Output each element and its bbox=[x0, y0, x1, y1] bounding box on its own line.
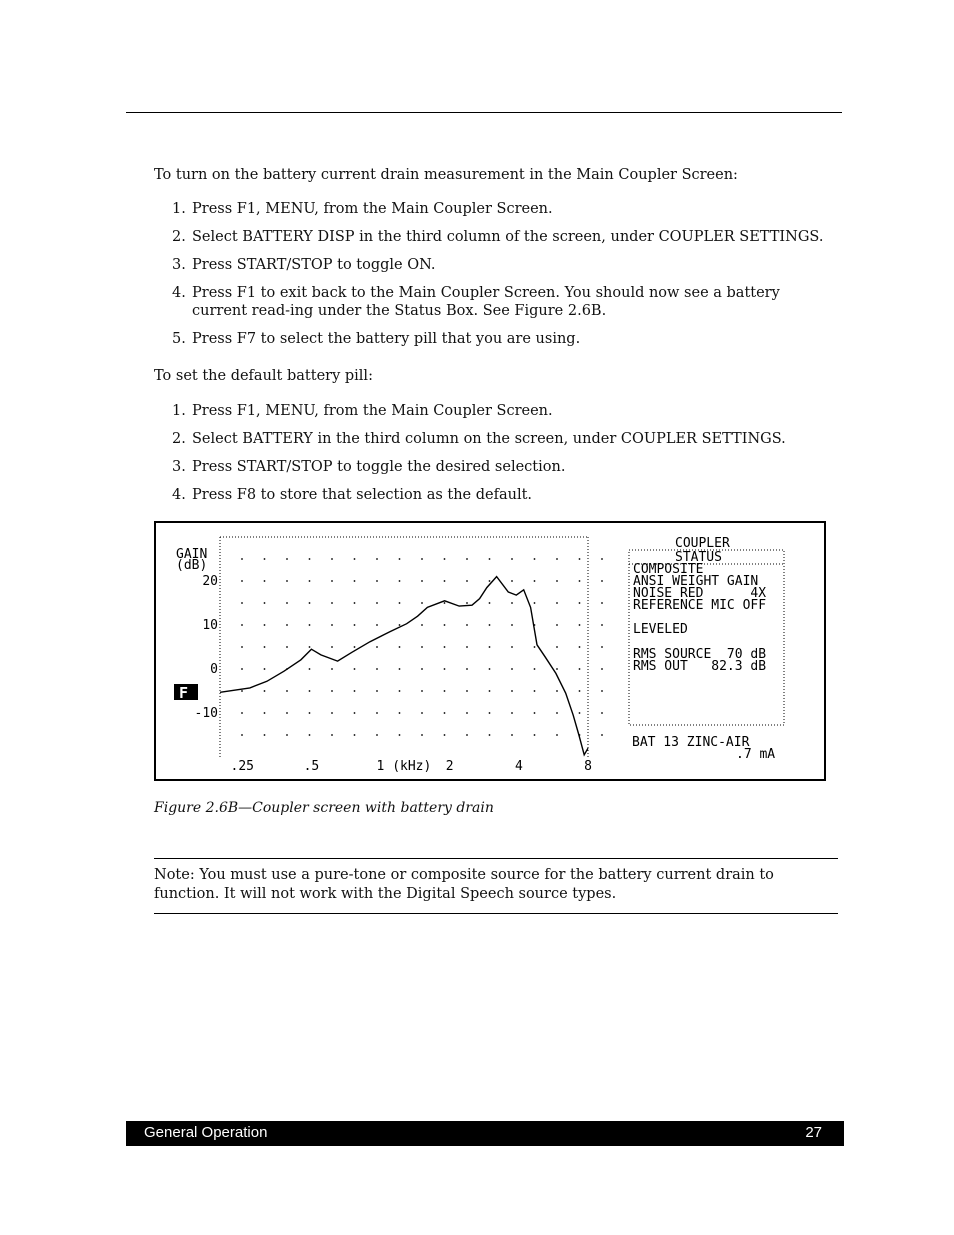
default-pill-step bbox=[154, 430, 834, 448]
grid-dot bbox=[601, 712, 603, 714]
grid-dot bbox=[241, 602, 243, 604]
gain-curve bbox=[220, 577, 588, 755]
grid-dot bbox=[466, 712, 468, 714]
grid-dot bbox=[489, 624, 491, 626]
grid-dot bbox=[354, 602, 356, 604]
grid-dot bbox=[444, 668, 446, 670]
grid-dot bbox=[376, 558, 378, 560]
grid-dot bbox=[331, 602, 333, 604]
footer-page-number: 27 bbox=[805, 1124, 822, 1141]
grid-dot bbox=[534, 602, 536, 604]
grid-dot bbox=[331, 558, 333, 560]
grid-dot bbox=[376, 580, 378, 582]
grid-dot bbox=[489, 580, 491, 582]
grid-dot bbox=[241, 646, 243, 648]
step-text: Press START/STOP to toggle the desired selection. bbox=[192, 459, 566, 475]
grid-dot bbox=[241, 734, 243, 736]
grid-dot bbox=[444, 580, 446, 582]
grid-dot bbox=[601, 558, 603, 560]
grid-dot bbox=[286, 624, 288, 626]
page-footer bbox=[126, 1121, 844, 1146]
grid-dot bbox=[399, 602, 401, 604]
step-number: 5. bbox=[172, 331, 186, 347]
grid-dot bbox=[399, 558, 401, 560]
grid-dot bbox=[556, 712, 558, 714]
grid-dot bbox=[579, 580, 581, 582]
status-lines bbox=[633, 562, 766, 674]
x-tick-label: .25 bbox=[230, 759, 255, 774]
grid-dot bbox=[399, 580, 401, 582]
step-text: Select BATTERY in the third column on the screen, under COUPLER SETTINGS. bbox=[192, 431, 786, 447]
status-line: LEVELED bbox=[633, 622, 688, 637]
grid-dot bbox=[421, 668, 423, 670]
grid-dot bbox=[489, 558, 491, 560]
grid-dot bbox=[264, 602, 266, 604]
grid-dot bbox=[601, 580, 603, 582]
grid-dot bbox=[601, 602, 603, 604]
grid-dot bbox=[309, 558, 311, 560]
battery-drain-step bbox=[154, 330, 834, 348]
grid-dot bbox=[534, 690, 536, 692]
grid-dot bbox=[511, 712, 513, 714]
grid-dot bbox=[309, 734, 311, 736]
grid-dot bbox=[354, 558, 356, 560]
battery-drain-step bbox=[154, 200, 834, 218]
grid-dot bbox=[421, 602, 423, 604]
step-number: 1. bbox=[172, 201, 186, 217]
grid-dot bbox=[511, 668, 513, 670]
grid-dot bbox=[264, 712, 266, 714]
curve-marker bbox=[174, 684, 198, 702]
grid-dot bbox=[331, 668, 333, 670]
status-panel bbox=[629, 536, 784, 762]
grid-dot bbox=[399, 690, 401, 692]
step-number: 1. bbox=[172, 403, 186, 419]
grid-dot bbox=[556, 734, 558, 736]
step-number: 3. bbox=[172, 459, 186, 475]
grid-dot bbox=[556, 646, 558, 648]
grid-dot bbox=[601, 734, 603, 736]
note-bottom-rule bbox=[154, 913, 838, 914]
grid-dot bbox=[354, 690, 356, 692]
grid-dot bbox=[579, 602, 581, 604]
grid-dot bbox=[556, 602, 558, 604]
grid-dot bbox=[601, 646, 603, 648]
top-rule bbox=[126, 112, 842, 113]
y-axis-ticks bbox=[195, 574, 218, 721]
grid-dot bbox=[264, 646, 266, 648]
grid-dot bbox=[444, 712, 446, 714]
grid-dot bbox=[511, 624, 513, 626]
x-axis-ticks bbox=[231, 759, 592, 774]
grid-dot bbox=[354, 712, 356, 714]
grid-dot bbox=[241, 558, 243, 560]
grid-dot bbox=[444, 646, 446, 648]
grid-dot bbox=[241, 712, 243, 714]
grid-dot bbox=[489, 734, 491, 736]
step-number: 2. bbox=[172, 229, 186, 245]
grid-dot bbox=[421, 734, 423, 736]
grid-dot bbox=[264, 558, 266, 560]
battery-current: .7 mA bbox=[736, 747, 776, 762]
step-text: Press F8 to store that selection as the default. bbox=[192, 487, 533, 503]
y-axis-label-gain: GAIN bbox=[176, 547, 208, 562]
grid-dot bbox=[534, 712, 536, 714]
grid-dot bbox=[601, 668, 603, 670]
status-title-coupler: COUPLER bbox=[675, 536, 730, 551]
grid-dot bbox=[331, 580, 333, 582]
step-text: Press F7 to select the battery pill that you are using. bbox=[192, 331, 581, 347]
intro-default-pill: To set the default battery pill: bbox=[154, 368, 373, 384]
grid-dot bbox=[601, 690, 603, 692]
grid-dot bbox=[534, 558, 536, 560]
grid-dot bbox=[331, 690, 333, 692]
grid-dot bbox=[556, 558, 558, 560]
grid-dot bbox=[354, 668, 356, 670]
step-text: Press F1, MENU, from the Main Coupler Screen. bbox=[192, 403, 553, 419]
coupler-screen-svg bbox=[156, 523, 824, 779]
grid-dot bbox=[466, 602, 468, 604]
grid-dot bbox=[466, 580, 468, 582]
grid-dot bbox=[534, 734, 536, 736]
grid-dot bbox=[511, 646, 513, 648]
grid-dot bbox=[444, 624, 446, 626]
step-text: Press START/STOP to toggle ON. bbox=[192, 257, 436, 273]
grid-dot bbox=[579, 646, 581, 648]
grid-dot bbox=[489, 668, 491, 670]
grid-dot bbox=[376, 646, 378, 648]
grid-dot bbox=[421, 712, 423, 714]
y-tick-label: 20 bbox=[202, 574, 218, 589]
grid-dot bbox=[331, 646, 333, 648]
footer-section: General Operation bbox=[144, 1124, 268, 1141]
grid-dot bbox=[331, 734, 333, 736]
grid-dot bbox=[579, 712, 581, 714]
grid-dot bbox=[309, 646, 311, 648]
plot-grid bbox=[241, 558, 603, 736]
status-line: ANSI WEIGHT GAIN bbox=[633, 574, 759, 589]
grid-dot bbox=[264, 734, 266, 736]
grid-dot bbox=[241, 624, 243, 626]
step-number: 3. bbox=[172, 257, 186, 273]
grid-dot bbox=[579, 690, 581, 692]
battery-type: BAT 13 ZINC-AIR bbox=[632, 735, 750, 750]
grid-dot bbox=[309, 624, 311, 626]
grid-dot bbox=[511, 602, 513, 604]
x-tick-label: 8 bbox=[584, 759, 592, 774]
grid-dot bbox=[286, 734, 288, 736]
grid-dot bbox=[264, 580, 266, 582]
grid-dot bbox=[444, 690, 446, 692]
grid-dot bbox=[489, 646, 491, 648]
battery-drain-step bbox=[154, 256, 834, 274]
grid-dot bbox=[534, 646, 536, 648]
grid-dot bbox=[534, 580, 536, 582]
x-tick-label: .5 bbox=[303, 759, 320, 774]
grid-dot bbox=[241, 580, 243, 582]
grid-dot bbox=[421, 646, 423, 648]
grid-dot bbox=[309, 690, 311, 692]
grid-dot bbox=[286, 712, 288, 714]
grid-dot bbox=[286, 602, 288, 604]
grid-dot bbox=[241, 690, 243, 692]
grid-dot bbox=[556, 690, 558, 692]
grid-dot bbox=[399, 646, 401, 648]
grid-dot bbox=[466, 558, 468, 560]
grid-dot bbox=[354, 580, 356, 582]
grid-dot bbox=[579, 624, 581, 626]
grid-dot bbox=[466, 646, 468, 648]
status-line: RMS OUT 82.3 dB bbox=[633, 659, 767, 674]
status-title-status: STATUS bbox=[675, 550, 722, 565]
grid-dot bbox=[399, 734, 401, 736]
grid-dot bbox=[286, 690, 288, 692]
coupler-screen-figure bbox=[154, 521, 826, 781]
figure-caption: Figure 2.6B—Coupler screen with battery drain bbox=[154, 800, 494, 816]
y-tick-label: 10 bbox=[202, 618, 218, 633]
y-axis-label-unit: (dB) bbox=[176, 558, 208, 573]
grid-dot bbox=[309, 602, 311, 604]
grid-dot bbox=[376, 668, 378, 670]
x-tick-label: 1 (kHz) bbox=[376, 759, 432, 774]
grid-dot bbox=[421, 624, 423, 626]
step-text: Select BATTERY DISP in the third column of the screen, under COUPLER SETTINGS. bbox=[192, 229, 824, 245]
steps-battery-drain bbox=[154, 200, 834, 358]
curve-marker-label: F bbox=[179, 684, 189, 702]
grid-dot bbox=[444, 558, 446, 560]
grid-dot bbox=[466, 690, 468, 692]
grid-dot bbox=[579, 558, 581, 560]
status-line: RMS SOURCE 70 dB bbox=[633, 647, 767, 662]
steps-default-pill bbox=[154, 402, 834, 514]
status-line: NOISE RED 4X bbox=[633, 586, 767, 601]
grid-dot bbox=[399, 712, 401, 714]
default-pill-step bbox=[154, 402, 834, 420]
step-number: 2. bbox=[172, 431, 186, 447]
grid-dot bbox=[489, 690, 491, 692]
grid-dot bbox=[354, 734, 356, 736]
grid-dot bbox=[444, 734, 446, 736]
grid-dot bbox=[444, 602, 446, 604]
grid-dot bbox=[556, 580, 558, 582]
grid-dot bbox=[331, 624, 333, 626]
step-number: 4. bbox=[172, 487, 186, 503]
grid-dot bbox=[241, 668, 243, 670]
default-pill-step bbox=[154, 458, 834, 476]
grid-dot bbox=[309, 668, 311, 670]
grid-dot bbox=[376, 734, 378, 736]
grid-dot bbox=[399, 668, 401, 670]
grid-dot bbox=[511, 734, 513, 736]
grid-dot bbox=[579, 668, 581, 670]
grid-dot bbox=[556, 668, 558, 670]
intro-battery-drain: To turn on the battery current drain measurement in the Main Coupler Screen: bbox=[154, 167, 738, 183]
grid-dot bbox=[376, 690, 378, 692]
grid-dot bbox=[331, 712, 333, 714]
grid-dot bbox=[376, 602, 378, 604]
step-text: Press F1, MENU, from the Main Coupler Screen. bbox=[192, 201, 553, 217]
grid-dot bbox=[264, 668, 266, 670]
default-pill-step bbox=[154, 486, 834, 504]
grid-dot bbox=[376, 712, 378, 714]
step-text: Press F1 to exit back to the Main Coupler Screen. You should now see a battery current read-ing under the Status Box. See Figure 2.6B. bbox=[192, 285, 780, 319]
grid-dot bbox=[489, 602, 491, 604]
grid-dot bbox=[309, 580, 311, 582]
grid-dot bbox=[511, 558, 513, 560]
grid-dot bbox=[421, 690, 423, 692]
grid-dot bbox=[601, 624, 603, 626]
grid-dot bbox=[264, 624, 266, 626]
x-tick-label: 2 bbox=[445, 759, 454, 774]
grid-dot bbox=[264, 690, 266, 692]
grid-dot bbox=[421, 558, 423, 560]
grid-dot bbox=[286, 558, 288, 560]
grid-dot bbox=[286, 580, 288, 582]
grid-dot bbox=[556, 624, 558, 626]
grid-dot bbox=[309, 712, 311, 714]
y-tick-label: 0 bbox=[210, 662, 218, 677]
x-tick-label: 4 bbox=[514, 759, 523, 774]
note-text: Note: You must use a pure-tone or composite source for the battery current drain to function. It will not work with the Digital Speech source types. bbox=[154, 867, 774, 902]
battery-drain-step bbox=[154, 228, 834, 246]
grid-dot bbox=[489, 712, 491, 714]
grid-dot bbox=[466, 734, 468, 736]
status-line: COMPOSITE bbox=[633, 562, 704, 577]
grid-dot bbox=[466, 624, 468, 626]
grid-dot bbox=[466, 668, 468, 670]
note-top-rule bbox=[154, 858, 838, 859]
grid-dot bbox=[354, 646, 356, 648]
status-line: REFERENCE MIC OFF bbox=[633, 598, 767, 613]
step-number: 4. bbox=[172, 285, 186, 301]
grid-dot bbox=[511, 690, 513, 692]
battery-drain-step bbox=[154, 284, 834, 320]
grid-dot bbox=[511, 580, 513, 582]
y-tick-label: -10 bbox=[194, 706, 218, 721]
grid-dot bbox=[534, 668, 536, 670]
grid-dot bbox=[399, 624, 401, 626]
grid-dot bbox=[286, 646, 288, 648]
grid-dot bbox=[376, 624, 378, 626]
grid-dot bbox=[421, 580, 423, 582]
grid-dot bbox=[354, 624, 356, 626]
